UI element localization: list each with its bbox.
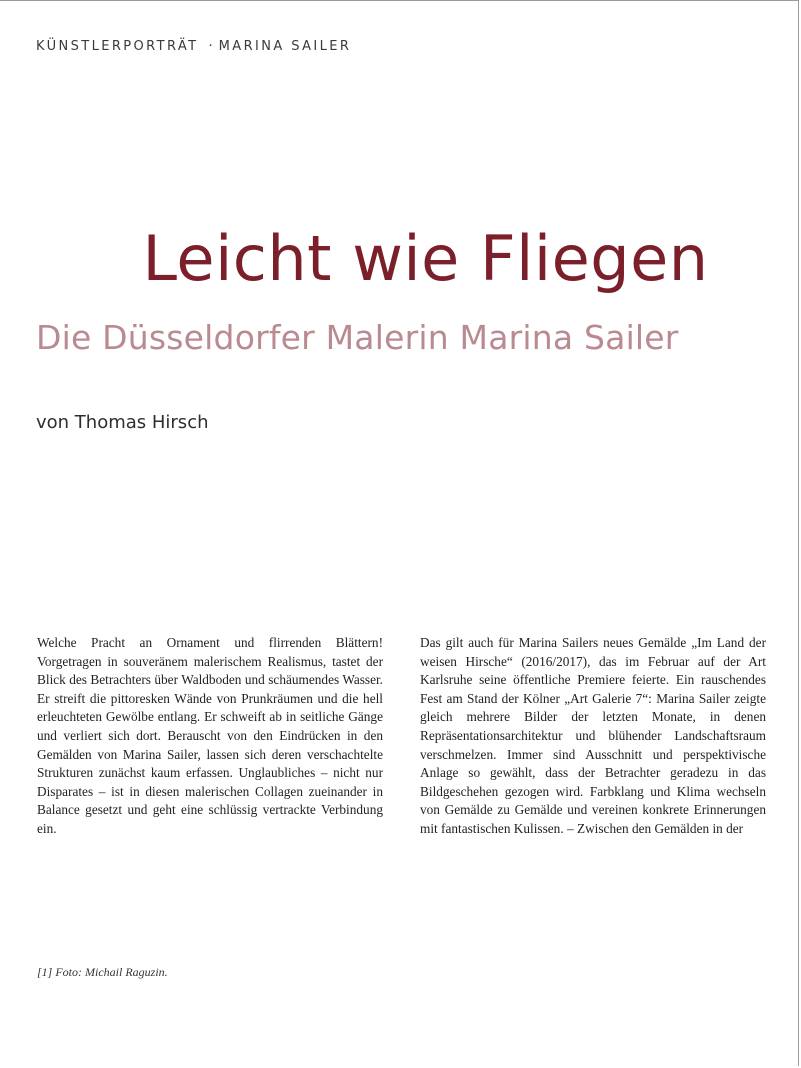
body-column-right: Das gilt auch für Marina Sailers neues Gemälde „Im Land der weisen Hirsche“ (2016/2017), das im Februar auf der Art Karlsruhe seine öffentliche Premiere feierte. Ein rauschendes Fest am Stand der Kölner „Art Galerie 7“: Marina Sailer zeigte gleich mehrere Bilder der letzten Monate, in denen Repräsentationsarchitektur und blühender Landschaftsraum verschmelzen. Immer sind Ausschnitt und perspektivische Anlage so gewählt, dass der Betrachter geradezu in das Bildgeschehen gezogen wird. Farbklang und Klima wechseln von Gemälde zu Gemälde und vereinen konkrete Erinnerungen mit fantastischen Kulissen. – Zwischen den Gemälden in der [420, 635, 766, 836]
photo-caption: [1] Foto: Michail Raguzin. [37, 965, 168, 979]
artist-label: MARINA SAILER [218, 39, 352, 54]
section-label: KÜNSTLERPORTRÄT [36, 39, 199, 54]
section-header [36, 39, 351, 54]
article-subtitle: Die Düsseldorfer Malerin Marina Sailer [36, 318, 679, 357]
body-column-left: Welche Pracht an Ornament und flirrenden Blättern! Vorgetragen in souveränem malerischem Realismus, tastet der Blick des Betrachters über Waldboden und schäumendes Wasser. Er streift die pittoresken Wände von Prunkräumen und die hell erleuchteten Gewölbe entlang. Er schweift ab in seitliche Gänge und verliert sich dort. Berauscht von den Eindrücken in den Gemälden von Marina Sailer, lassen sich deren verschachtelte Strukturen zunächst kaum erfassen. Unglaubliches – nicht nur Disparates – ist in diesen malerischen Collagen zueinander in Balance gesetzt und geht eine schlüssig vertrackte Verbindung ein. [37, 635, 383, 836]
byline: von Thomas Hirsch [36, 412, 209, 433]
article-title: Leicht wie Fliegen [142, 222, 709, 295]
header-separator: · [208, 39, 213, 54]
